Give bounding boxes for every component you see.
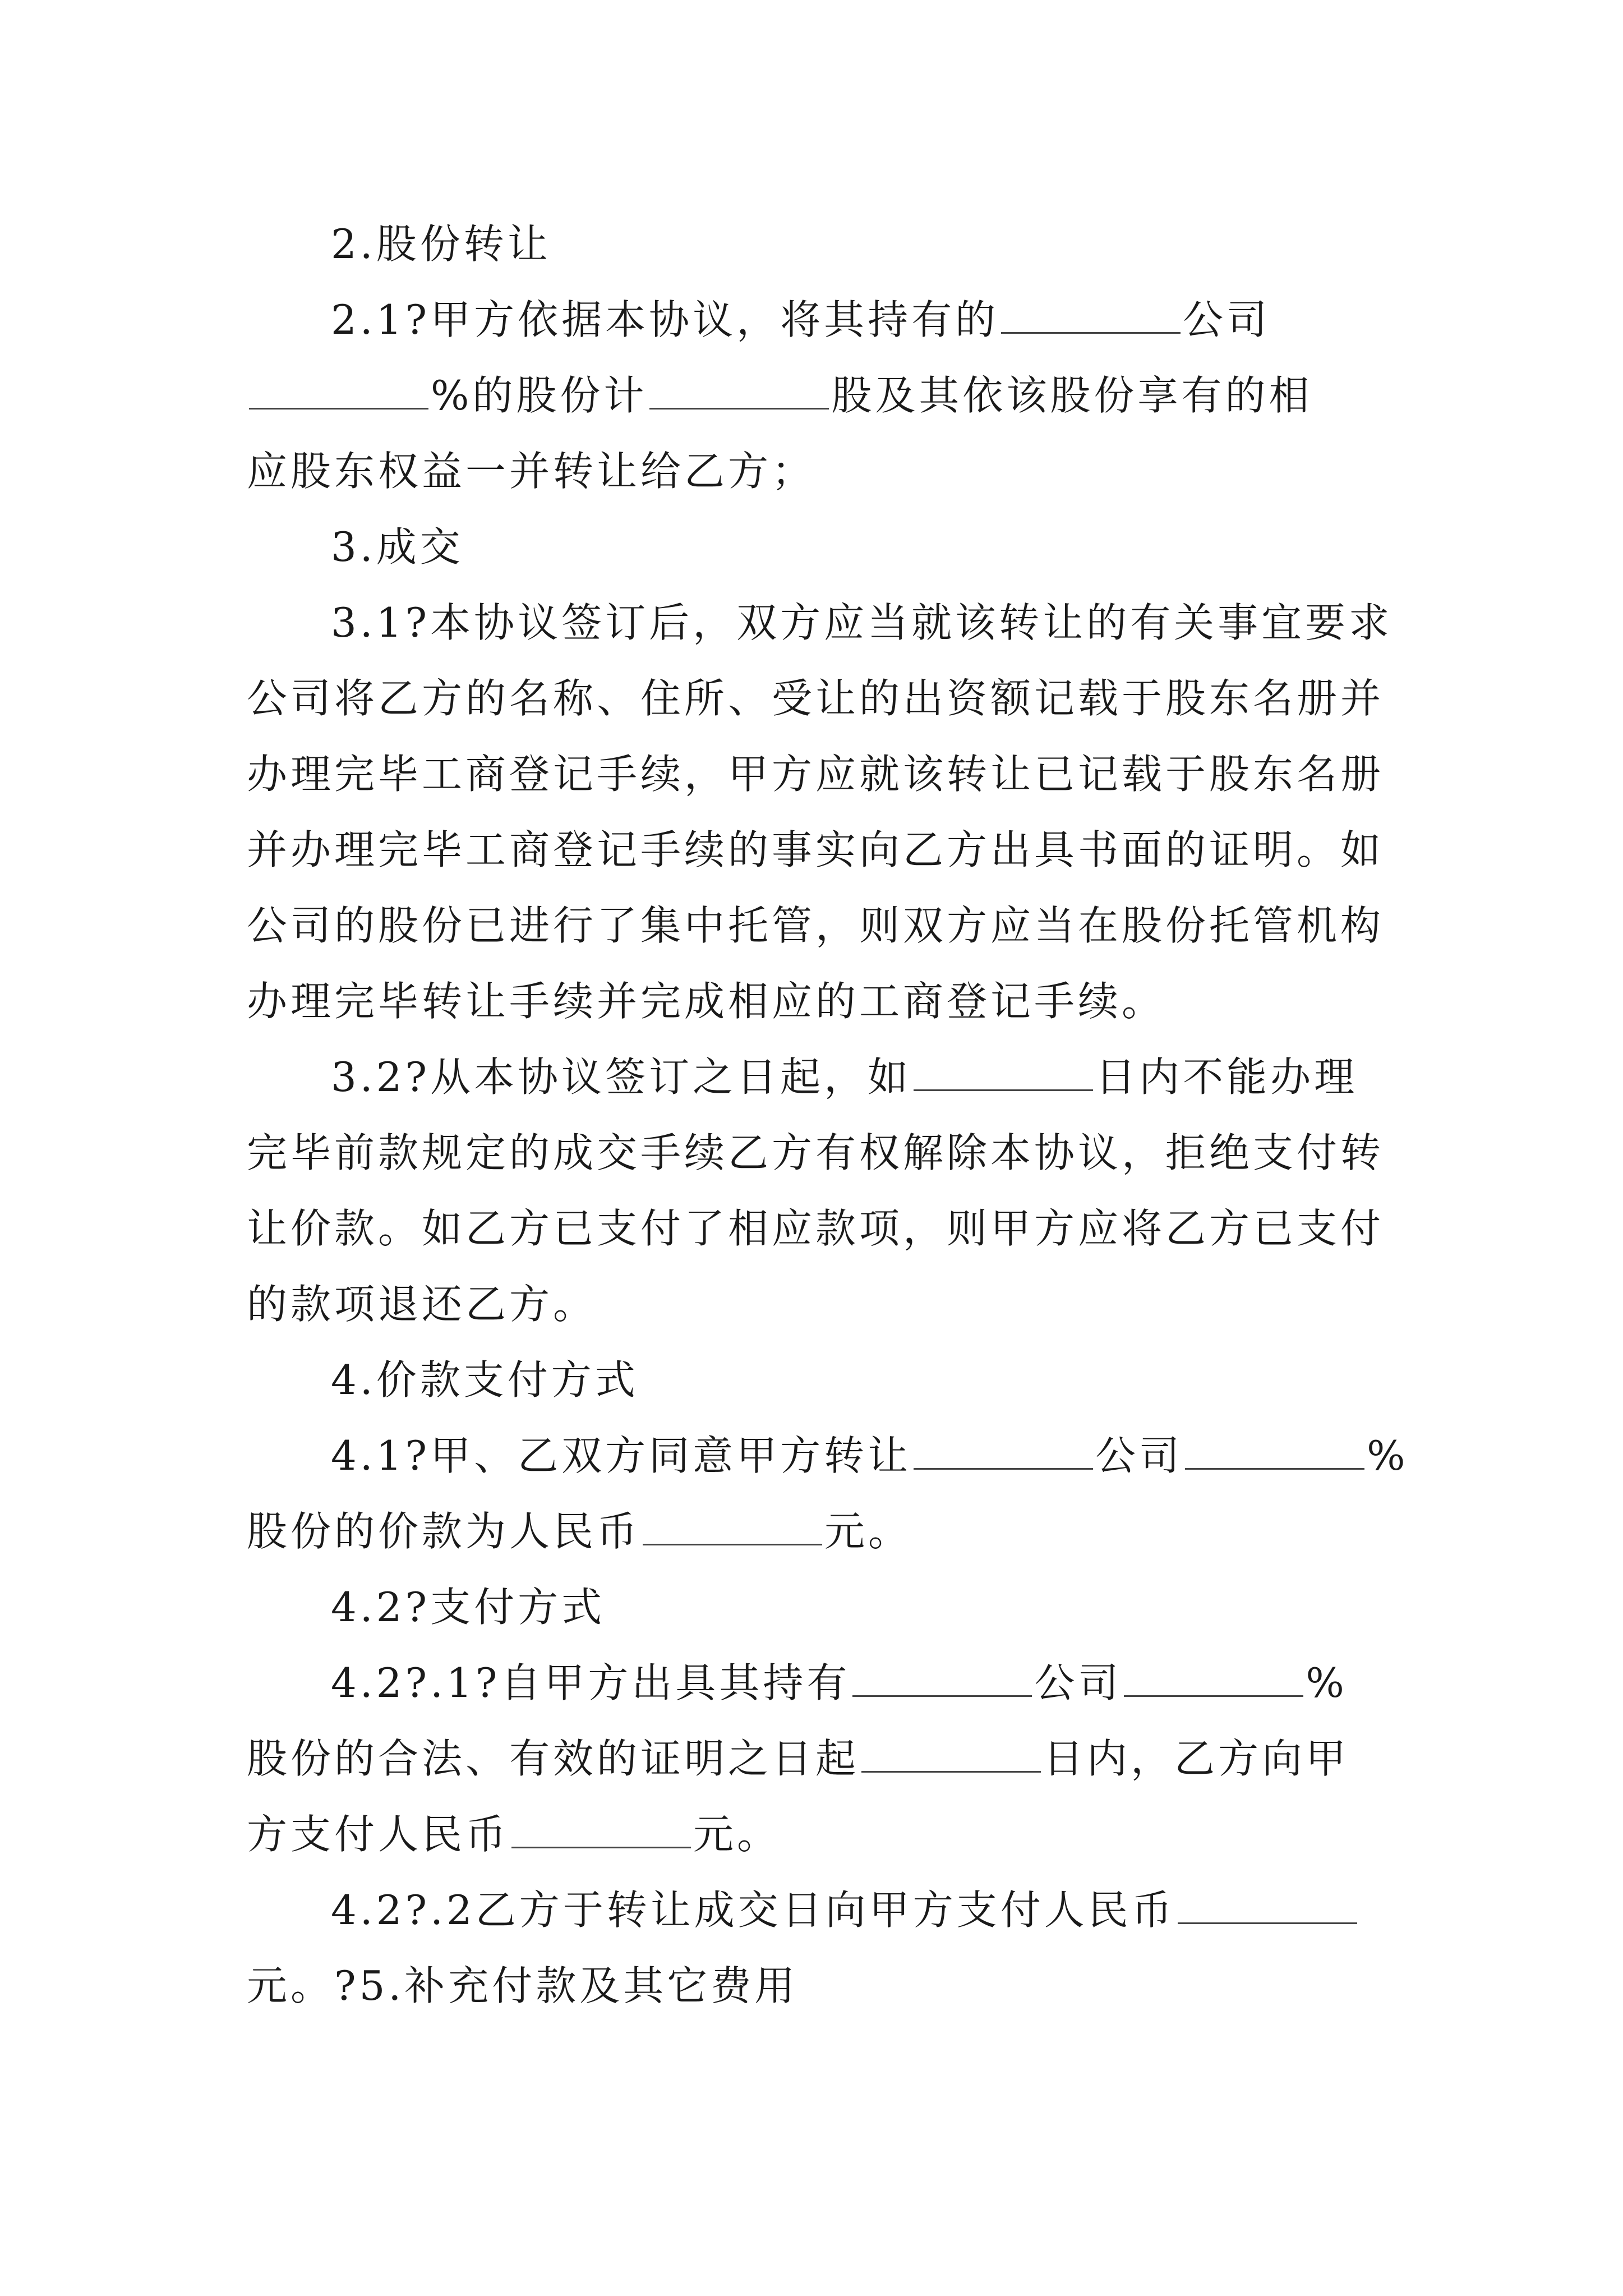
fill-blank-share-percent[interactable] — [249, 367, 428, 409]
clause-3-1-line-6: 办理完毕转让手续并完成相应的工商登记手续。 — [247, 978, 1166, 1025]
clause-4-1-line-1: 4.1?甲、乙双方同意甲方转让 公司 % — [331, 1428, 1409, 1484]
fill-blank-payment-amount[interactable] — [1178, 1882, 1357, 1924]
fill-blank-share-count[interactable] — [649, 367, 829, 409]
fill-blank-price-amount[interactable] — [643, 1503, 822, 1545]
fill-blank-company-name[interactable] — [914, 1428, 1093, 1470]
clause-4-1-line-2: 股份的价款为人民币 元。 — [247, 1503, 912, 1559]
clause-2-1-line-2: %的股份计 股及其依该股份享有的相 — [247, 367, 1312, 424]
fill-blank-company-name[interactable] — [1001, 292, 1181, 334]
fill-blank-share-percent[interactable] — [1185, 1428, 1364, 1470]
clause-4-2-heading: 4.2?支付方式 — [331, 1584, 606, 1631]
fill-blank-share-percent[interactable] — [1124, 1655, 1303, 1697]
clause-3-2-line-2: 完毕前款规定的成交手续乙方有权解除本协议，拒绝支付转 — [247, 1129, 1385, 1176]
clause-3-1-line-5: 公司的股份已进行了集中托管，则双方应当在股份托管机构 — [247, 902, 1385, 949]
fill-blank-days[interactable] — [914, 1049, 1093, 1091]
clause-2-1-line-3: 应股东权益一并转让给乙方； — [247, 448, 816, 495]
clause-3-2-line-4: 的款项退还乙方。 — [247, 1281, 597, 1328]
clause-3-1-line-1: 3.1?本协议签订后，双方应当就该转让的有关事宜要求 — [331, 599, 1393, 646]
section-heading-2: 2.股份转让 — [331, 220, 551, 268]
section-heading-3: 3.成交 — [331, 523, 464, 570]
clause-4-2-1-line-1: 4.2?.1?自甲方出具其持有 公司 % — [331, 1655, 1348, 1711]
clause-4-2-1-line-2: 股份的合法、有效的证明之日起 日内，乙方向甲 — [247, 1731, 1349, 1787]
fill-blank-days[interactable] — [861, 1731, 1041, 1773]
clause-4-2-1-line-3: 方支付人民币 元。 — [247, 1806, 781, 1862]
section-heading-4: 4.价款支付方式 — [331, 1356, 639, 1404]
fill-blank-payment-amount[interactable] — [511, 1806, 691, 1848]
clause-4-2-2-line-1: 4.2?.2乙方于转让成交日向甲方支付人民币 — [331, 1882, 1359, 1938]
clause-3-1-line-4: 并办理完毕工商登记手续的事实向乙方出具书面的证明。如 — [247, 826, 1385, 873]
clause-3-2-line-3: 让价款。如乙方已支付了相应款项，则甲方应将乙方已支付 — [247, 1205, 1385, 1252]
fill-blank-company-name[interactable] — [852, 1655, 1032, 1697]
clause-2-1-line-1: 2.1?甲方依据本协议，将其持有的 公司 — [331, 292, 1270, 348]
clause-3-2-line-1: 3.2?从本协议签订之日起，如 日内不能办理 — [331, 1049, 1358, 1105]
clause-3-1-line-2: 公司将乙方的名称、住所、受让的出资额记载于股东名册并 — [247, 675, 1385, 722]
clause-3-1-line-3: 办理完毕工商登记手续，甲方应就该转让已记载于股东名册 — [247, 751, 1385, 798]
clause-4-2-2-line-2: 元。?5.补充付款及其它费用 — [247, 1962, 799, 2009]
